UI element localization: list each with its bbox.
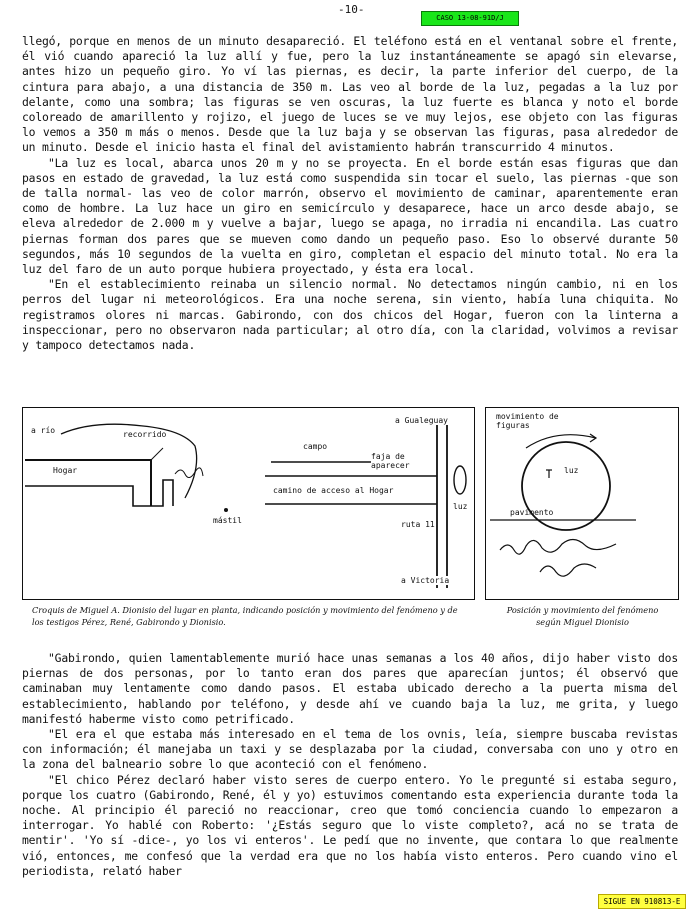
- label-gualeguay: a Gualeguay: [395, 416, 448, 425]
- site-sketch-figure: [22, 407, 475, 600]
- continuation-tag: SIGUE EN 910813-E: [598, 894, 686, 909]
- label-luz: luz: [453, 502, 468, 511]
- site-sketch-drawing: [23, 408, 474, 599]
- label-campo: campo: [303, 442, 328, 451]
- figure-caption-left: Croquis de Miguel A. Dionisio del lugar en planta, indicando posición y movimiento del fenómeno y de los testigos Pérez, René, Gabirondo y Dionisio.: [32, 605, 458, 627]
- label-pavimento: pavimento: [510, 508, 554, 517]
- body-text-bottom: [22, 651, 678, 879]
- label-victoria: a Victoria: [401, 576, 450, 585]
- case-tag: CASO 13-08-91D/J: [421, 11, 519, 26]
- phenomenon-sketch-drawing: [486, 408, 678, 599]
- page-number: -10-: [338, 3, 365, 16]
- label-movimiento: movimiento de figuras: [496, 412, 559, 430]
- paragraph: "En el establecimiento reinaba un silencio normal. No detectamos ningún cambio, ni en los perros del lugar ni meteorológicos. Era una noche serena, sin viento, había luna chiquita. No registramos olores ni marcas. Gabirondo, con dos chicos del Hogar, fueron con la linterna a inspeccionar, pero no observaron nada particular; al otro día, con la claridad, volvimos a revisar y tampoco detectamos nada.: [22, 277, 678, 353]
- label-camino: camino de acceso al Hogar: [273, 486, 394, 495]
- phenomenon-sketch-figure: [485, 407, 679, 600]
- label-luz-right: luz: [564, 466, 579, 475]
- label-ruta: ruta 11: [401, 520, 435, 529]
- label-faja: faja de aparecer: [371, 452, 425, 470]
- label-recorrido: recorrido: [123, 430, 167, 439]
- paragraph: "La luz es local, abarca unos 20 m y no se proyecta. En el borde están esas figuras que dan pasos en estado de gravedad, la luz está como suspendida sin tocar el suelo, las piernas -que son de talla normal- las veo de color marrón, observo el movimiento de caminar, aparentemente eran como de hombre. La luz hace un giro en semicírculo y desaparece, hace un arco desde abajo, se eleva alrededor de 2.000 m y vuelve a bajar, luego se apaga, no irradia ni encandila. Las cuatro piernas forman dos pares que se mueven como dando un pequeño paso. Eso lo observé durante 50 segundos, más 10 segundos de la vuelta en giro, completan el espacio del minuto total. No era la luz del faro de un auto porque hubiera proyectado, y ésta era local.: [22, 155, 678, 277]
- paragraph: llegó, porque en menos de un minuto desapareció. El teléfono está en el ventanal sobre el frente, él vió cuando apareció la luz allí y fue, pero la luz instantáneamente se apagó sin elevarse, antes hizo un pequeño giro. Yo ví las piernas, es decir, la parte inferior del cuerpo, de la cintura para abajo, a una distancia de 350 m. Las veo al borde de la luz, pegadas a la luz por delante, como una sombra; las figuras se ven oscuras, la luz fuerte es blanca y noto el borde coloreado de amarillento y rojizo, el juego de luces se ve muy lejos, ese objeto con las figuras lo vemos a 350 m más o menos. Desde que la luz baja y se observan las figuras, pasa alrededor de un minuto. Desde el inicio hasta el final del avistamiento habrán transcurrido 4 minutos.: [22, 34, 678, 155]
- paragraph: "El era el que estaba más interesado en el tema de los ovnis, leía, siempre buscaba revistas con información; él manejaba un taxi y se desplazaba por la ciudad, conversaba con uno y otro en la zona del balneario sobre lo que aconteció con el fenómeno.: [22, 727, 678, 772]
- body-text-top: [22, 34, 678, 353]
- paragraph: "Gabirondo, quien lamentablemente murió hace unas semanas a los 40 años, dijo haber visto dos piernas de dos personas, por lo tanto eran dos pares que aparecían juntos; él observó que caminaban muy lentamente como dando pasos. El estaba ubicado derecho a la puerta misma del establecimiento, hablando por teléfono, y desde ahí ve cuando baja la luz, me grita, y luego manifestó haberme visto como petrificado.: [22, 651, 678, 726]
- label-mastil: mástil: [213, 516, 242, 525]
- paragraph: "El chico Pérez declaró haber visto seres de cuerpo entero. Yo le pregunté si estaba seguro, porque los cuatro (Gabirondo, René, él y yo) estuvimos comentando esta experiencia durante toda la noche. Al principio él pareció no reaccionar, creo que tomó conciencia cuando lo empezaron a interrogar. Yo hablé con Roberto: '¿Estás seguro que lo viste completo?, acá no se trata de mentir'. 'Yo sí -dice-, yo los vi enteros'. Le pedí que no invente, que contara lo que realmente vió, entonces, me confesó que la verdad era que no los había visto enteros. Pero cuando vino el periodista, relató haber: [22, 772, 678, 878]
- figure-caption-right: Posición y movimiento del fenómeno según Miguel Dionisio: [506, 605, 659, 627]
- label-hogar: Hogar: [53, 466, 78, 475]
- label-rio: a río: [31, 426, 56, 435]
